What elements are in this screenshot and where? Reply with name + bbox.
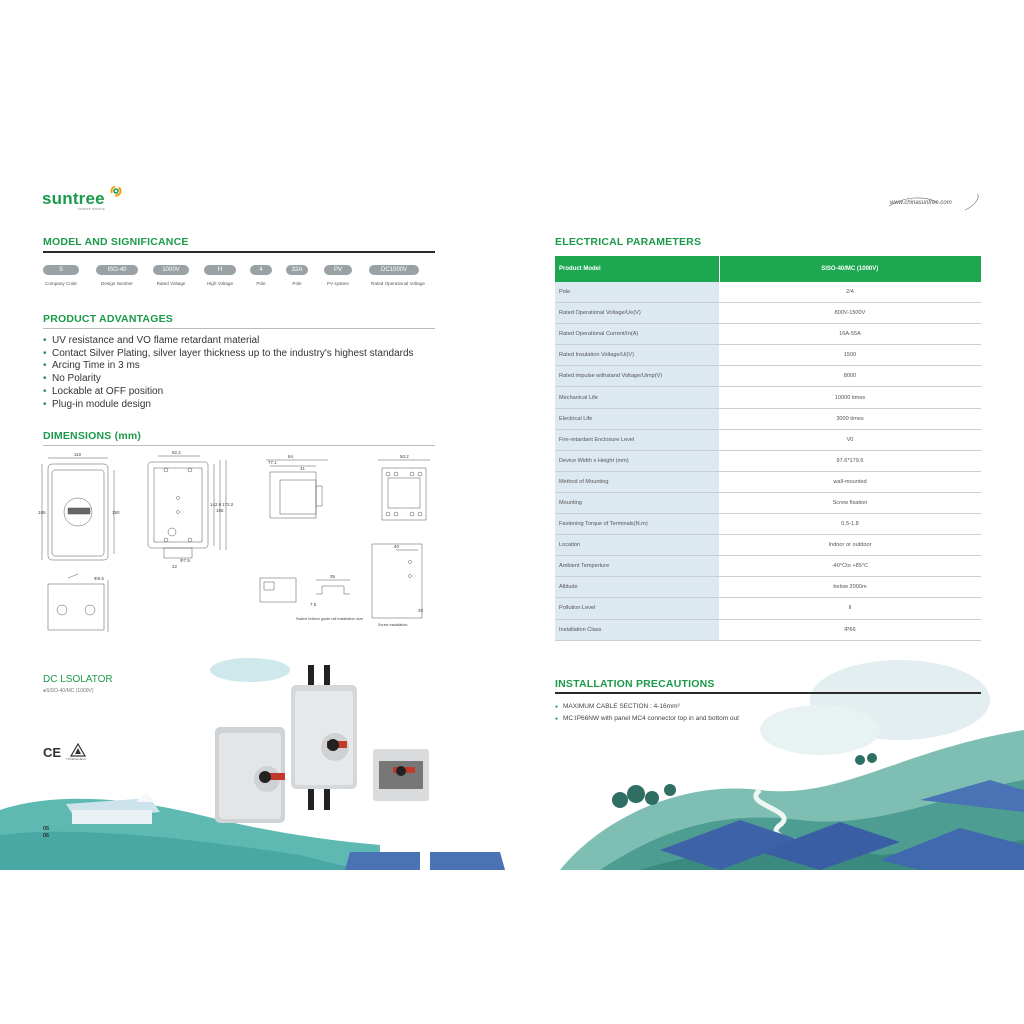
param-value: 10000 times: [719, 387, 981, 408]
dim-label: 165: [216, 508, 224, 513]
dim-label: 41: [300, 466, 306, 471]
dim-label: 7.5: [310, 602, 317, 607]
screw-caption: Screw installation: [378, 623, 408, 627]
dim-label: 110: [74, 452, 82, 457]
param-value: Screw fixation: [719, 492, 981, 513]
param-label: Electrical Life: [555, 408, 719, 429]
table-row: [555, 450, 981, 471]
table-row: [555, 556, 981, 577]
param-value: 16A-55A: [719, 324, 981, 345]
param-label: Rated Operational Current/In(A): [555, 324, 719, 345]
isolator-module: [373, 749, 429, 801]
param-value: II: [719, 598, 981, 619]
table-row: [555, 303, 981, 324]
param-value: Indoor or outdoor: [719, 535, 981, 556]
section-title-model: MODEL AND SIGNIFICANCE: [43, 236, 189, 248]
list-item: • UV resistance and VO flame retardant material: [43, 335, 414, 348]
param-value: wall-mounted: [719, 471, 981, 492]
ce-mark: CE: [43, 745, 62, 760]
model-caption: High Voltage: [206, 281, 234, 286]
table-row: [555, 619, 981, 640]
back-view-drawing: [148, 456, 226, 558]
dim-label: 35: [330, 574, 336, 579]
table-row: [555, 408, 981, 429]
table-row: [555, 345, 981, 366]
dim-label: 172.2: [222, 502, 234, 507]
table-row: [555, 598, 981, 619]
table-header-value: SISO-40/MC (1000V): [719, 256, 981, 282]
param-label: Rated Operational Voltage/Ue(V): [555, 303, 719, 324]
bottom-view-drawing: [48, 574, 108, 632]
table-row: [555, 577, 981, 598]
model-caption: PV system: [327, 281, 349, 286]
param-value: 1500: [719, 345, 981, 366]
dim-label: 40: [394, 544, 400, 549]
model-caption: Rated Voltage: [156, 281, 186, 286]
dim-label: Φ6.5: [94, 576, 104, 581]
param-label: Fastening Torque of Terminals(N.m): [555, 514, 719, 535]
param-label: Pollution Level: [555, 598, 719, 619]
electrical-parameters-table: [555, 256, 981, 641]
param-value: 0.5-1.8: [719, 514, 981, 535]
section-rule: [43, 445, 435, 446]
param-label: Mechanical Life: [555, 387, 719, 408]
product-model: ●SISO-40/MC (1000V): [43, 688, 94, 694]
list-item: ● MC:IP66NW with panel MC4 connector top in and bottom out: [555, 713, 739, 725]
tuv-triangle-icon: [70, 743, 86, 757]
brand-logo: [42, 189, 105, 211]
model-caption: Rated Operational Voltage: [371, 281, 425, 286]
dim-label: 84: [288, 454, 294, 459]
param-value: below 2000m: [719, 577, 981, 598]
model-pill: ISO-40: [96, 265, 138, 275]
list-item: • Arcing Time in 3 ms: [43, 360, 414, 373]
model-pill: 32A: [286, 265, 308, 275]
dim-label: 150: [112, 510, 120, 515]
dim-label: 142.6: [210, 502, 222, 507]
param-label: Rated impulse withstand Voltage/Uimp(V): [555, 366, 719, 387]
model-pill: H: [204, 265, 236, 275]
table-row: [555, 282, 981, 303]
model-pill: 1000V: [153, 265, 189, 275]
dim-label: 82.2: [172, 450, 181, 455]
advantages-list: [43, 335, 414, 411]
model-pill: DC1000V: [369, 265, 419, 275]
dimensions-drawings: [38, 450, 438, 640]
table-row: [555, 366, 981, 387]
house-icon: [66, 792, 160, 824]
tuv-label: TÜVRheinland: [66, 757, 86, 761]
param-label: Mounting: [555, 492, 719, 513]
list-item: • Contact Silver Plating, silver layer thickness up to the industry's highest standards: [43, 348, 414, 361]
model-caption: Design Number: [101, 281, 133, 286]
product-photos: [205, 665, 445, 835]
table-row: [555, 535, 981, 556]
brand-name: suntree: [42, 189, 105, 208]
param-value: 2/4: [719, 282, 981, 303]
param-value: -40°Cto +85°C: [719, 556, 981, 577]
model-caption: Pole: [256, 281, 266, 286]
section-title-dimensions: DIMENSIONS (mm): [43, 430, 142, 442]
table-row: [555, 324, 981, 345]
table-row: [555, 492, 981, 513]
logo-swirl-icon: [110, 185, 122, 197]
param-label: Pole: [555, 282, 719, 303]
model-caption: Pole: [292, 281, 302, 286]
model-caption: Company Code: [45, 281, 77, 286]
dim-label: 22: [172, 564, 178, 569]
param-label: Rated Insulation Voltage/Ui(V): [555, 345, 719, 366]
section-title-installation: INSTALLATION PRECAUTIONS: [555, 678, 715, 690]
model-pill: 4: [250, 265, 272, 275]
table-row: [555, 514, 981, 535]
list-item: • Plug-in module design: [43, 399, 414, 412]
dim-label: Φ7.5: [180, 558, 190, 563]
dim-label: 26: [418, 608, 424, 613]
section-rule: [43, 251, 435, 253]
model-pill: PV: [324, 265, 352, 275]
table-header-row: [555, 256, 981, 282]
param-value: 8000: [719, 366, 981, 387]
param-label: Fire-retardant Enclosure Level: [555, 429, 719, 450]
param-label: Device Width x Height (mm): [555, 450, 719, 471]
list-item: ● MAXIMUM CABLE SECTION : 4-16mm²: [555, 701, 739, 713]
param-label: Method of Mounting: [555, 471, 719, 492]
section-title-electrical: ELECTRICAL PARAMETERS: [555, 236, 702, 248]
installation-list: [555, 701, 739, 725]
model-pill: S: [43, 265, 79, 275]
module-view-drawing: [378, 460, 430, 520]
isolator-box-large: [291, 685, 357, 789]
section-rule: [43, 328, 435, 329]
brand-tagline: suntree electric: [77, 207, 105, 211]
list-item: • Lockable at OFF position: [43, 386, 414, 399]
front-view-drawing: [42, 458, 114, 560]
table-row: [555, 471, 981, 492]
landscape-illustration: [0, 640, 1024, 870]
param-label: Location: [555, 535, 719, 556]
side-view-drawing: [266, 460, 328, 518]
page-number: 05: [43, 826, 50, 832]
isolator-box-small: [215, 727, 285, 823]
param-value: IP66: [719, 619, 981, 640]
product-title: DC LSOLATOR: [43, 674, 113, 685]
param-value: V0: [719, 429, 981, 450]
table-row: [555, 429, 981, 450]
rail-caption: Switch bottom guide rail installation size: [296, 617, 364, 621]
page-number: 06: [43, 833, 50, 839]
dim-label: 77.1: [268, 460, 277, 465]
param-label: Ambient Temperture: [555, 556, 719, 577]
param-value: 800V-1500V: [719, 303, 981, 324]
list-item: • No Polarity: [43, 373, 414, 386]
table-row: [555, 387, 981, 408]
param-value: 97.6*179.6: [719, 450, 981, 471]
screw-install-drawing: [372, 544, 422, 618]
table-header-label: Product Model: [555, 256, 719, 282]
dim-label: 185: [38, 510, 46, 515]
rail-install-drawing: [260, 578, 350, 602]
param-label: Installation Class: [555, 619, 719, 640]
website-url: www.chinasuntree.com: [890, 200, 952, 206]
section-rule: [555, 692, 981, 694]
param-label: Altitude: [555, 577, 719, 598]
dim-label: 50.2: [400, 454, 409, 459]
section-title-advantages: PRODUCT ADVANTAGES: [43, 313, 173, 325]
param-value: 3000 times: [719, 408, 981, 429]
